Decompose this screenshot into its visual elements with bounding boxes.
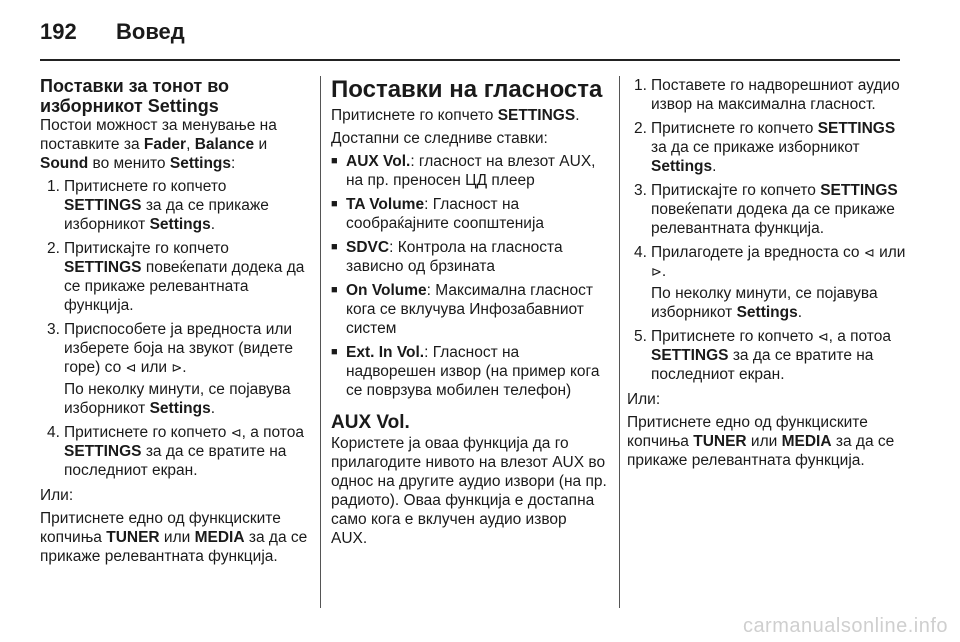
bullet-icon: ■	[331, 241, 338, 253]
list-item: ■ On Volume: Максимална гласност кога се вклучува Инфозабавниот систем	[331, 282, 593, 337]
left-triangle-icon: ⊲	[863, 245, 875, 260]
tone-settings-heading: Поставки за тонот во изборникот Settings	[40, 76, 230, 116]
tone-steps	[40, 177, 308, 480]
aux-vol-text: Користете ја оваа функција да го прилагодите нивото на влезот AUX во однос на другите аудио извори (на пр. радиото). Оваа функција е достапна само кога е вклучен аудио извор AUX.	[331, 435, 607, 547]
volume-intro: Притиснете го копчето SETTINGS.	[331, 107, 580, 124]
column-2	[331, 76, 607, 552]
aux-vol-heading: AUX Vol.	[331, 412, 410, 433]
chapter-title: Вовед	[116, 19, 185, 44]
list-item: 4. Притиснете го копчето ⊲, а потоа SETTINGS за да се вратите на последниот екран.	[47, 424, 304, 479]
list-item: 5. Притиснете го копчето ⊲, а потоа SETTINGS за да се вратите на последниот екран.	[634, 328, 891, 383]
aux-steps	[627, 76, 907, 384]
list-item: 2. Притискајте го копчето SETTINGS повеќепати додека да се прикаже релевантната функција.	[47, 240, 305, 314]
left-triangle-icon: ⊲	[125, 360, 137, 375]
bullet-icon: ■	[331, 284, 338, 296]
list-item: 2. Притиснете го копчето SETTINGS за да се прикаже изборникот Settings.	[634, 120, 896, 175]
available-items-label: Достапни се следниве ставки:	[331, 130, 548, 147]
column-3	[627, 76, 907, 474]
header-rule	[40, 59, 900, 61]
volume-items	[331, 152, 607, 400]
list-item: ■ AUX Vol.: гласност на влезот AUX, на пр. преносен ЦД плеер	[331, 153, 596, 189]
list-item: 3. Приспособете ја вредноста или изберете боја на звукот (видете горе) со ⊲ или ⊳. По неколку минути, се појавува изборникот Settings.	[47, 321, 293, 417]
left-triangle-icon: ⊲	[230, 425, 242, 440]
or-label: Или:	[40, 487, 74, 504]
column-1	[40, 76, 308, 570]
left-triangle-icon: ⊲	[817, 329, 829, 344]
tone-intro: Постои можност за менување на поставките за Fader, Balance и Sound во менито Settings:	[40, 117, 277, 172]
bullet-icon: ■	[331, 346, 338, 358]
aux-outro: Притиснете едно од функциските копчиња TUNER или MEDIA за да се прикаже релевантната функција.	[627, 414, 895, 469]
right-triangle-icon: ⊳	[651, 264, 662, 279]
column-divider-2	[619, 76, 620, 608]
column-divider-1	[320, 76, 321, 608]
list-item: ■ SDVC: Контрола на гласноста зависно од брзината	[331, 239, 563, 275]
watermark: carmanualsonline.info	[742, 615, 948, 637]
bullet-icon: ■	[331, 198, 338, 210]
list-item: 1. Притиснете го копчето SETTINGS за да се прикаже изборникот Settings.	[47, 178, 269, 233]
list-item: ■ TA Volume: Гласност на сообраќајните соопштенија	[331, 196, 545, 232]
list-item: 4. Прилагодете ја вредноста со ⊲ или ⊳. По неколку минути, се појавува изборникот Settings.	[634, 244, 906, 321]
tone-outro: Притиснете едно од функциските копчиња TUNER или MEDIA за да се прикаже релевантната функција.	[40, 510, 308, 565]
bullet-icon: ■	[331, 155, 338, 167]
list-item: 1. Поставете го надворешниот аудио извор на максимална гласност.	[634, 77, 900, 113]
volume-settings-heading: Поставки на гласноста	[331, 76, 603, 103]
right-triangle-icon: ⊳	[171, 360, 183, 375]
page-number: 192	[40, 19, 77, 44]
list-item: 3. Притискајте го копчето SETTINGS повеќепати додека да се прикаже релевантната функција.	[634, 182, 898, 237]
list-item: ■ Ext. In Vol.: Гласност на надворешен извор (на пример кога се поврзува мобилен телефон)	[331, 344, 600, 399]
or-label: Или:	[627, 391, 661, 408]
